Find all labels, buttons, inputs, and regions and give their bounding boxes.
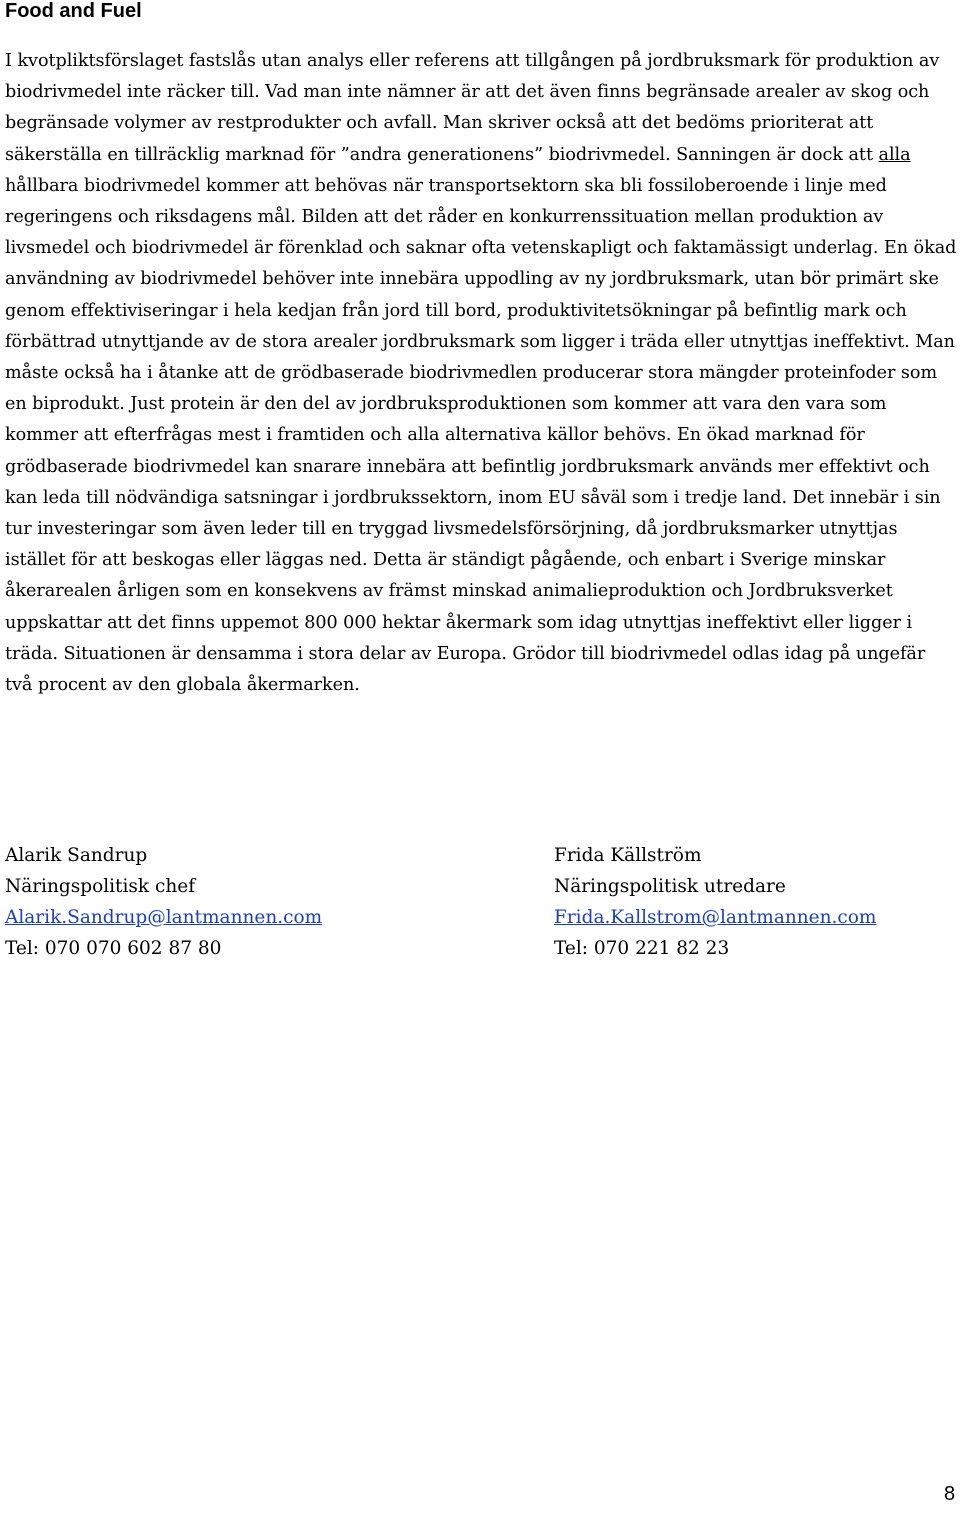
- contact-phone: Tel: 070 070 602 87 80: [5, 938, 222, 959]
- contact-block-alarik: [5, 840, 322, 964]
- contact-block-frida: [554, 840, 876, 964]
- body-text-part-1: I kvotpliktsförslaget fastslås utan analys eller referens att tillgången på jordbruksmark för produktion av biodrivmedel inte räcker till. Vad man inte nämner är att det även finns begränsade arealer av skog och begränsade volymer av restprodukter och avfall. Man skriver också att det bedöms prioriterat att säkerställa en tillräcklig marknad för ”andra generationens” biodrivmedel. Sanningen är dock att: [5, 51, 940, 165]
- contact-name: Alarik Sandrup: [5, 845, 148, 866]
- document-heading: Food and Fuel: [5, 0, 142, 22]
- body-paragraph: [5, 46, 957, 701]
- underlined-word: alla: [878, 144, 911, 165]
- contact-phone: Tel: 070 221 82 23: [554, 938, 730, 959]
- page-number: 8: [944, 1483, 956, 1505]
- contact-title: Näringspolitisk chef: [5, 876, 196, 897]
- contact-email-link[interactable]: Alarik.Sandrup@lantmannen.com: [5, 907, 323, 928]
- body-text-part-2: hållbara biodrivmedel kommer att behövas när transportsektorn ska bli fossiloberoende i linje med regeringens och riksdagens mål. Bilden att det råder en konkurrenssituation mellan produktion av livsmedel och biodrivmedel är förenklad och saknar ofta vetenskapligt och faktamässigt underlag. En ökad användning av biodrivmedel behöver inte innebära uppodling av ny jordbruksmark, utan bör primärt ske genom effektiviseringar i hela kedjan från jord till bord, produktivitetsökningar på befintlig mark och förbättrad utnyttjande av de stora arealer jordbruksmark som ligger i träda eller utnyttjas ineffektivt. Man måste också ha i åtanke att de grödbaserade biodrivmedlen producerar stora mängder proteinfoder som en biprodukt. Just protein är den del av jordbruksproduktionen som kommer att vara den vara som kommer att efterfrågas mest i framtiden och alla alternativa källor behövs. En ökad marknad för grödbaserade biodrivmedel kan snarare innebära att befintlig jordbruksmark används mer effektivt och kan leda till nödvändiga satsningar i jordbrukssektorn, inom EU såväl som i tredje land. Det innebär i sin tur investeringar som även leder till en tryggad livsmedelsförsörjning, då jordbruksmarker utnyttjas istället för att beskogas eller läggas ned. Detta är ständigt pågående, och enbart i Sverige minskar åkerarealen årligen som en konsekvens av främst minskad animalieproduktion och Jordbruksverket uppskattar att det finns uppemot 800 000 hektar åkermark som idag utnyttjas ineffektivt eller ligger i träda. Situationen är densamma i stora delar av Europa. Grödor till biodrivmedel odlas idag på ungefär två procent av den globala åkermarken.: [5, 175, 957, 696]
- contact-name: Frida Källström: [554, 845, 702, 866]
- contact-title: Näringspolitisk utredare: [554, 876, 786, 897]
- contact-email-link[interactable]: Frida.Kallstrom@lantmannen.com: [554, 907, 877, 928]
